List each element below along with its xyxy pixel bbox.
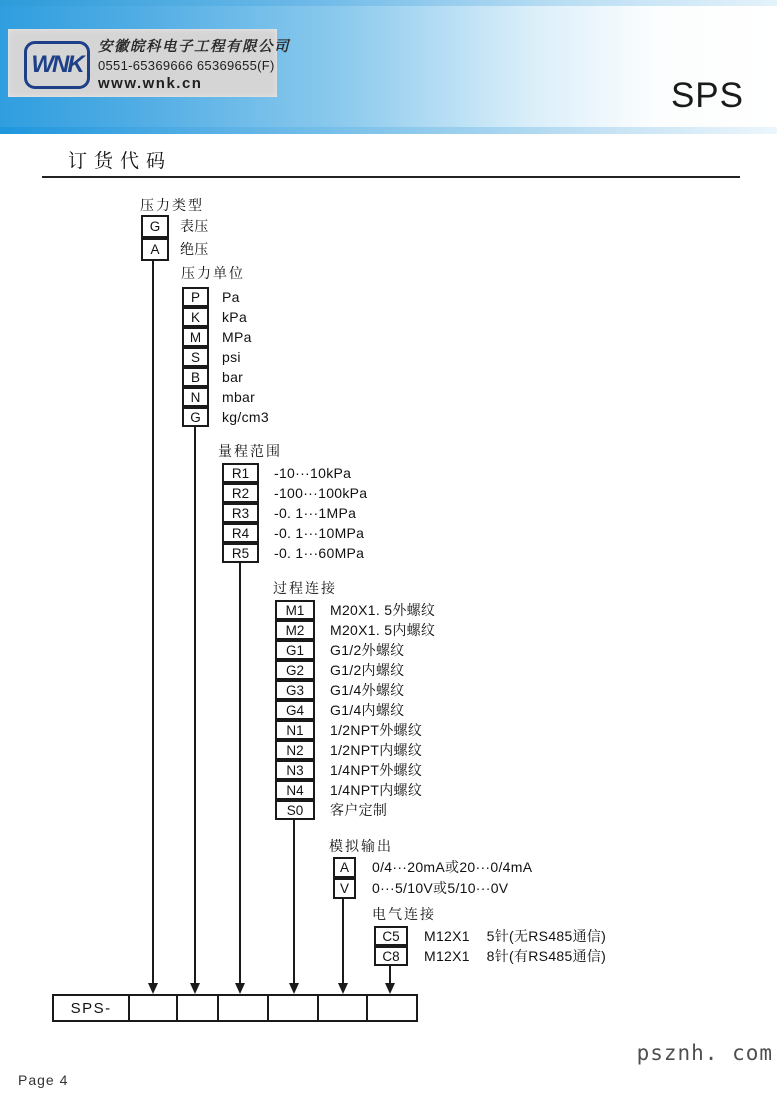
option-description: kg/cm3 xyxy=(222,409,269,425)
option-description: G1/4外螺纹 xyxy=(330,682,405,698)
option-code-box: N3 xyxy=(275,760,315,780)
option-description: M12X1 8针(有RS485通信) xyxy=(424,948,607,964)
option-description: kPa xyxy=(222,309,248,325)
option-description: 1/2NPT内螺纹 xyxy=(330,742,423,758)
model-code-row xyxy=(52,994,418,1022)
arrow-down-icon xyxy=(338,983,348,994)
group-label: 量程范围 xyxy=(218,443,282,459)
option-description: 绝压 xyxy=(180,241,209,257)
option-description: 表压 xyxy=(180,218,209,234)
model-code-cell xyxy=(217,996,266,1020)
option-description: 客户定制 xyxy=(330,802,388,818)
arrow-down-icon xyxy=(385,983,395,994)
option-description: G1/4内螺纹 xyxy=(330,702,405,718)
option-code-box: G1 xyxy=(275,640,315,660)
model-code-cell xyxy=(176,996,218,1020)
option-code-box: N2 xyxy=(275,740,315,760)
option-code-box: V xyxy=(333,878,356,899)
option-description: M12X1 5针(无RS485通信) xyxy=(424,928,607,944)
page-number: Page 4 xyxy=(18,1072,69,1088)
group-label: 压力单位 xyxy=(181,265,245,281)
group-label: 压力类型 xyxy=(140,197,204,213)
option-code-box: M1 xyxy=(275,600,315,620)
option-code-box: N4 xyxy=(275,780,315,800)
option-code-box: R4 xyxy=(222,523,259,543)
option-description: 0/4···20mA或20···0/4mA xyxy=(372,859,533,875)
wnk-logo: WNK xyxy=(24,41,90,89)
company-phone: 0551-65369666 65369655(F) xyxy=(98,58,275,73)
header-band xyxy=(0,0,777,134)
option-description: MPa xyxy=(222,329,252,345)
option-code-box: K xyxy=(182,307,209,327)
section-title: 订货代码 xyxy=(68,151,173,172)
model-code-cell xyxy=(128,996,175,1020)
option-code-box: G4 xyxy=(275,700,315,720)
section-title-rule xyxy=(42,176,740,178)
option-code-box: G xyxy=(141,215,169,238)
option-code-box: N1 xyxy=(275,720,315,740)
header-band-top-edge xyxy=(0,0,777,6)
connector-line xyxy=(194,427,196,985)
option-description: 0···5/10V或5/10···0V xyxy=(372,880,509,896)
option-description: M20X1. 5外螺纹 xyxy=(330,602,436,618)
option-description: 1/4NPT外螺纹 xyxy=(330,762,423,778)
option-code-box: G2 xyxy=(275,660,315,680)
header-band-bottom-edge xyxy=(0,127,777,134)
connector-line xyxy=(152,261,154,985)
group-label: 电气连接 xyxy=(372,906,436,922)
option-code-box: B xyxy=(182,367,209,387)
option-description: 1/2NPT外螺纹 xyxy=(330,722,423,738)
connector-line xyxy=(342,899,344,985)
connector-line xyxy=(293,820,295,985)
option-description: bar xyxy=(222,369,244,385)
option-code-box: R1 xyxy=(222,463,259,483)
option-description: -100···100kPa xyxy=(274,485,368,501)
option-code-box: R5 xyxy=(222,543,259,563)
option-code-box: A xyxy=(141,238,169,261)
option-code-box: M xyxy=(182,327,209,347)
option-description: Pa xyxy=(222,289,240,305)
group-label: 模拟输出 xyxy=(329,838,393,854)
option-code-box: N xyxy=(182,387,209,407)
option-description: psi xyxy=(222,349,241,365)
option-code-box: S xyxy=(182,347,209,367)
option-description: -10···10kPa xyxy=(274,465,352,481)
model-prefix-cell xyxy=(54,996,128,1020)
option-code-box: G xyxy=(182,407,209,427)
option-code-box: P xyxy=(182,287,209,307)
option-description: G1/2外螺纹 xyxy=(330,642,405,658)
option-code-box: R3 xyxy=(222,503,259,523)
option-code-box: R2 xyxy=(222,483,259,503)
arrow-down-icon xyxy=(190,983,200,994)
arrow-down-icon xyxy=(148,983,158,994)
option-description: 1/4NPT内螺纹 xyxy=(330,782,423,798)
watermark: psznh. com xyxy=(636,1041,773,1065)
option-code-box: C8 xyxy=(374,946,408,966)
group-label: 过程连接 xyxy=(273,580,337,596)
option-code-box: C5 xyxy=(374,926,408,946)
arrow-down-icon xyxy=(235,983,245,994)
option-code-box: A xyxy=(333,857,356,878)
option-description: G1/2内螺纹 xyxy=(330,662,405,678)
option-code-box: S0 xyxy=(275,800,315,820)
option-description: -0. 1···1MPa xyxy=(274,505,357,521)
option-description: mbar xyxy=(222,389,256,405)
connector-line xyxy=(239,563,241,985)
option-code-box: M2 xyxy=(275,620,315,640)
model-prefix: SPS- xyxy=(70,999,112,1017)
option-description: -0. 1···60MPa xyxy=(274,545,365,561)
option-description: -0. 1···10MPa xyxy=(274,525,365,541)
company-logo-panel xyxy=(8,29,290,97)
product-code-title: SPS xyxy=(670,76,744,115)
model-code-cell xyxy=(317,996,365,1020)
company-name: 安徽皖科电子工程有限公司 xyxy=(98,39,290,55)
model-code-cell xyxy=(267,996,317,1020)
company-website: www.wnk.cn xyxy=(98,75,203,92)
arrow-down-icon xyxy=(289,983,299,994)
model-code-cell xyxy=(366,996,416,1020)
option-description: M20X1. 5内螺纹 xyxy=(330,622,436,638)
company-info xyxy=(98,35,290,92)
option-code-box: G3 xyxy=(275,680,315,700)
